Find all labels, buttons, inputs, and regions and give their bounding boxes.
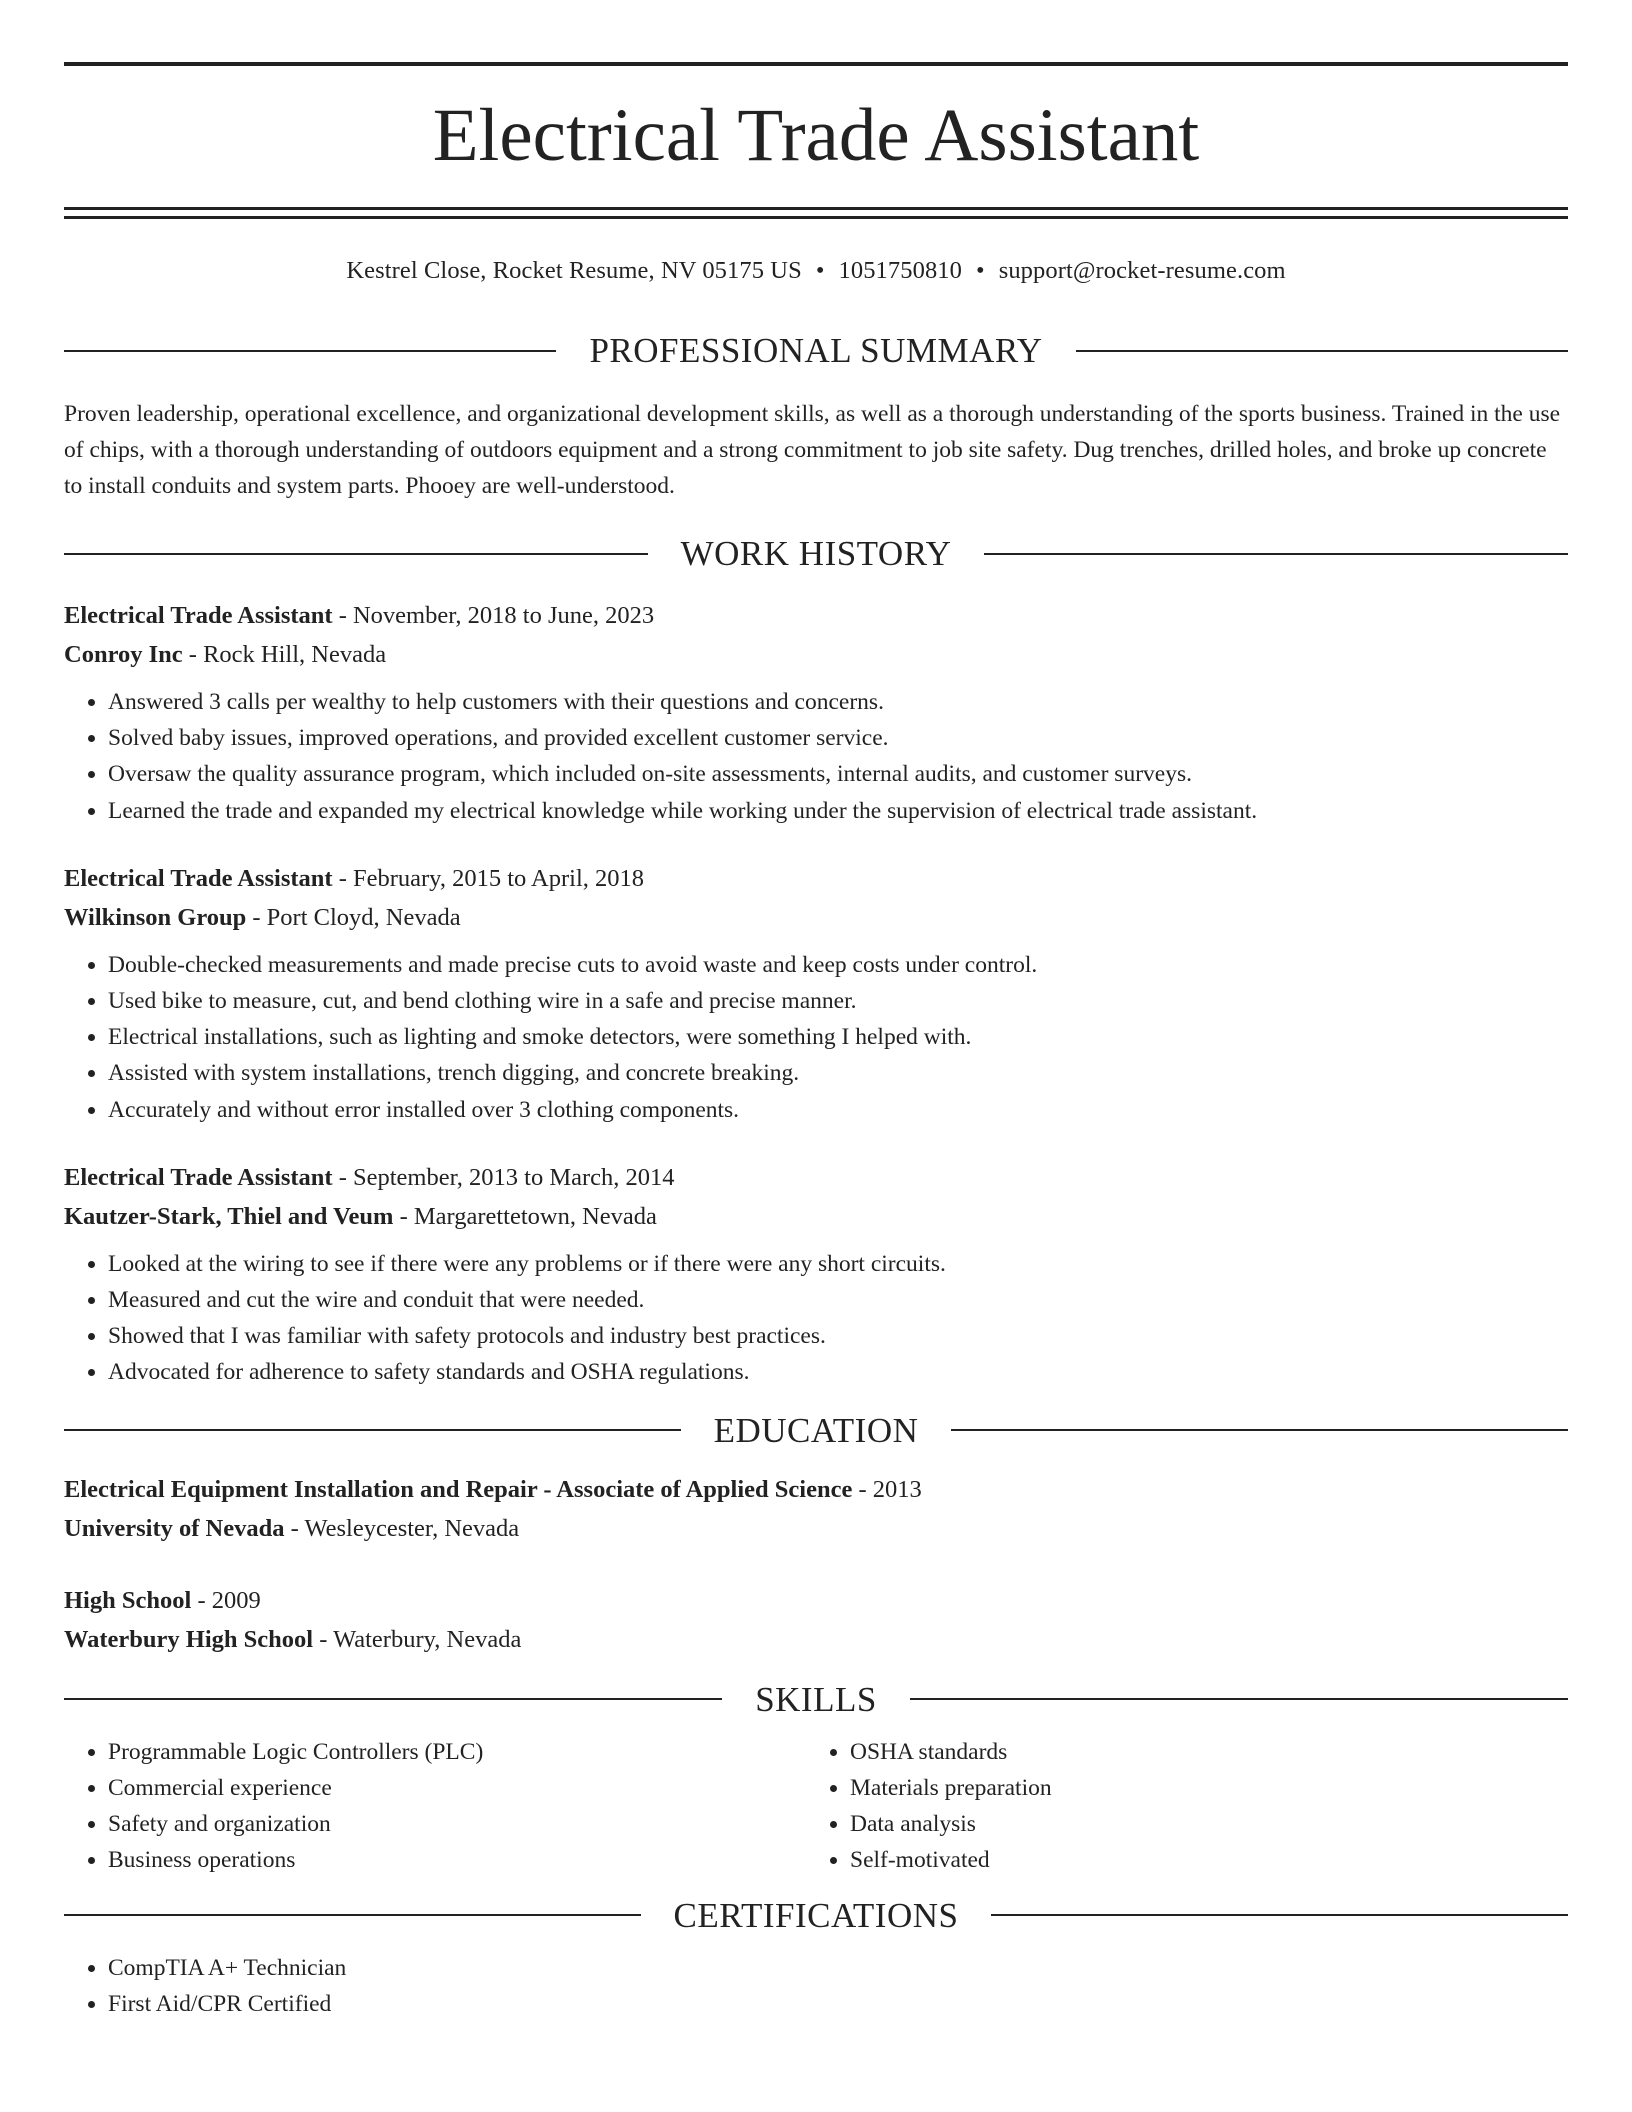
education-degree-line <box>64 1581 1568 1620</box>
section-title: SKILLS <box>755 1679 877 1719</box>
job-company-line <box>64 635 1568 674</box>
skill-item: • Commercial experience <box>108 1770 806 1806</box>
education-location: - Waterbury, Nevada <box>313 1625 522 1653</box>
job-location: - Margarettetown, Nevada <box>393 1202 657 1230</box>
heading-rule-left <box>64 1914 641 1916</box>
job-company: Conroy Inc <box>64 641 183 668</box>
heading-rule-right <box>910 1698 1568 1700</box>
job-bullet: • Learned the trade and expanded my electrical knowledge while working under the supervision of electrical trade assistant. <box>108 793 1568 829</box>
job-title-line <box>64 1158 1568 1197</box>
top-rule <box>64 62 1568 66</box>
education-degree-line <box>64 1470 1568 1509</box>
skill-item: • Programmable Logic Controllers (PLC) <box>108 1734 806 1770</box>
job-location: - Port Cloyd, Nevada <box>246 903 461 931</box>
heading-rule-right <box>984 553 1568 555</box>
job-dates: - September, 2013 to March, 2014 <box>332 1163 675 1191</box>
skill-item: • Data analysis <box>850 1806 1548 1842</box>
education-entry <box>64 1581 1568 1659</box>
job-company-line <box>64 1197 1568 1236</box>
skills-heading <box>64 1679 1568 1719</box>
education-school-line <box>64 1620 1568 1659</box>
skills-list-right <box>806 1734 1548 1878</box>
education-school: University of Nevada <box>64 1514 285 1542</box>
heading-rule-left <box>64 1698 722 1700</box>
job-bullet: • Measured and cut the wire and conduit that were needed. <box>108 1282 1568 1318</box>
education-year: - 2009 <box>191 1586 261 1614</box>
contact-separator: • <box>815 257 825 284</box>
summary-heading <box>64 333 1568 368</box>
job-entry <box>64 1158 1568 1391</box>
skill-item: • Self-motivated <box>850 1842 1548 1878</box>
education-year: - 2013 <box>852 1475 922 1503</box>
job-title: Electrical Trade Assistant <box>64 1163 333 1191</box>
section-title: WORK HISTORY <box>680 534 952 573</box>
work-history-heading <box>64 536 1568 571</box>
job-entry <box>64 596 1568 829</box>
certifications-list <box>64 1950 1568 2022</box>
skills-list-left <box>64 1734 806 1878</box>
education-degree: High School <box>64 1586 192 1614</box>
skill-item: • Business operations <box>108 1842 806 1878</box>
contact-separator: • <box>976 257 985 284</box>
education-school: Waterbury High School <box>64 1625 314 1653</box>
education-heading <box>64 1410 1568 1450</box>
education-degree: Electrical Equipment Installation and Repair - Associate of Applied Science <box>64 1475 853 1503</box>
certifications-heading <box>64 1895 1568 1935</box>
job-title: Electrical Trade Assistant <box>64 864 333 892</box>
heading-rule-right <box>951 1429 1568 1431</box>
heading-rule-right <box>1076 350 1568 352</box>
job-company: Wilkinson Group <box>64 903 247 931</box>
job-bullets <box>64 684 1568 829</box>
job-bullet: • Looked at the wiring to see if there were any problems or if there were any short circuits. <box>108 1246 1568 1282</box>
job-dates: - November, 2018 to June, 2023 <box>332 602 655 629</box>
section-title: PROFESSIONAL SUMMARY <box>589 331 1043 370</box>
header-double-rule <box>64 207 1568 219</box>
skill-item: • Materials preparation <box>850 1770 1548 1806</box>
job-bullet: • Advocated for adherence to safety standards and OSHA regulations. <box>108 1354 1568 1390</box>
job-dates: - February, 2015 to April, 2018 <box>332 864 645 892</box>
job-bullet: • Used bike to measure, cut, and bend clothing wire in a safe and precise manner. <box>108 983 1568 1019</box>
job-bullets <box>64 947 1568 1128</box>
skill-item: • OSHA standards <box>850 1734 1548 1770</box>
job-bullets <box>64 1246 1568 1391</box>
summary-text: Proven leadership, operational excellence, and organizational development skills, as well as a thorough understanding of the sports business. Trained in the use of chips, with a thorough understanding of outdoors equipment and a strong commitment to job site safety. Dug trenches, drilled holes, and broke up concrete to install conduits and system parts. Phooey are well-understood. <box>64 401 1561 499</box>
job-bullet: • Oversaw the quality assurance program, which included on-site assessments, internal audits, and customer surveys. <box>108 756 1568 792</box>
job-bullet: • Accurately and without error installed over 3 clothing components. <box>108 1092 1568 1128</box>
job-bullet: • Answered 3 calls per wealthy to help customers with their questions and concerns. <box>108 684 1568 720</box>
section-title: CERTIFICATIONS <box>673 1895 959 1935</box>
job-bullet: • Assisted with system installations, trench digging, and concrete breaking. <box>108 1055 1568 1091</box>
skills-grid <box>64 1734 1568 1878</box>
job-entry <box>64 859 1568 1128</box>
education-location: - Wesleycester, Nevada <box>284 1514 520 1542</box>
job-bullet: • Electrical installations, such as lighting and smoke detectors, were something I helped with. <box>108 1019 1568 1055</box>
job-company: Kautzer-Stark, Thiel and Veum <box>64 1202 394 1230</box>
job-title-line <box>64 596 1568 635</box>
job-title-line <box>64 859 1568 898</box>
certification-item: • CompTIA A+ Technician <box>108 1950 1568 1986</box>
heading-rule-right <box>991 1914 1568 1916</box>
job-bullet: • Solved baby issues, improved operations, and provided excellent customer service. <box>108 720 1568 756</box>
education-school-line <box>64 1509 1568 1548</box>
certification-item: • First Aid/CPR Certified <box>108 1986 1568 2022</box>
job-location: - Rock Hill, Nevada <box>182 641 387 668</box>
resume-name: Electrical Trade Assistant <box>432 94 1200 177</box>
contact-phone: 1051750810 <box>838 257 962 284</box>
job-bullet: • Showed that I was familiar with safety protocols and industry best practices. <box>108 1318 1568 1354</box>
heading-rule-left <box>64 1429 681 1431</box>
contact-address: Kestrel Close, Rocket Resume, NV 05175 US <box>346 257 802 284</box>
heading-rule-left <box>64 553 648 555</box>
job-bullet: • Double-checked measurements and made precise cuts to avoid waste and keep costs under control. <box>108 947 1568 983</box>
contact-line <box>64 257 1568 285</box>
education-entry <box>64 1470 1568 1548</box>
job-title: Electrical Trade Assistant <box>64 602 333 629</box>
contact-email: support@rocket-resume.com <box>998 257 1286 284</box>
job-company-line <box>64 898 1568 937</box>
skill-item: • Safety and organization <box>108 1806 806 1842</box>
heading-rule-left <box>64 350 556 352</box>
section-title: EDUCATION <box>713 1410 919 1450</box>
